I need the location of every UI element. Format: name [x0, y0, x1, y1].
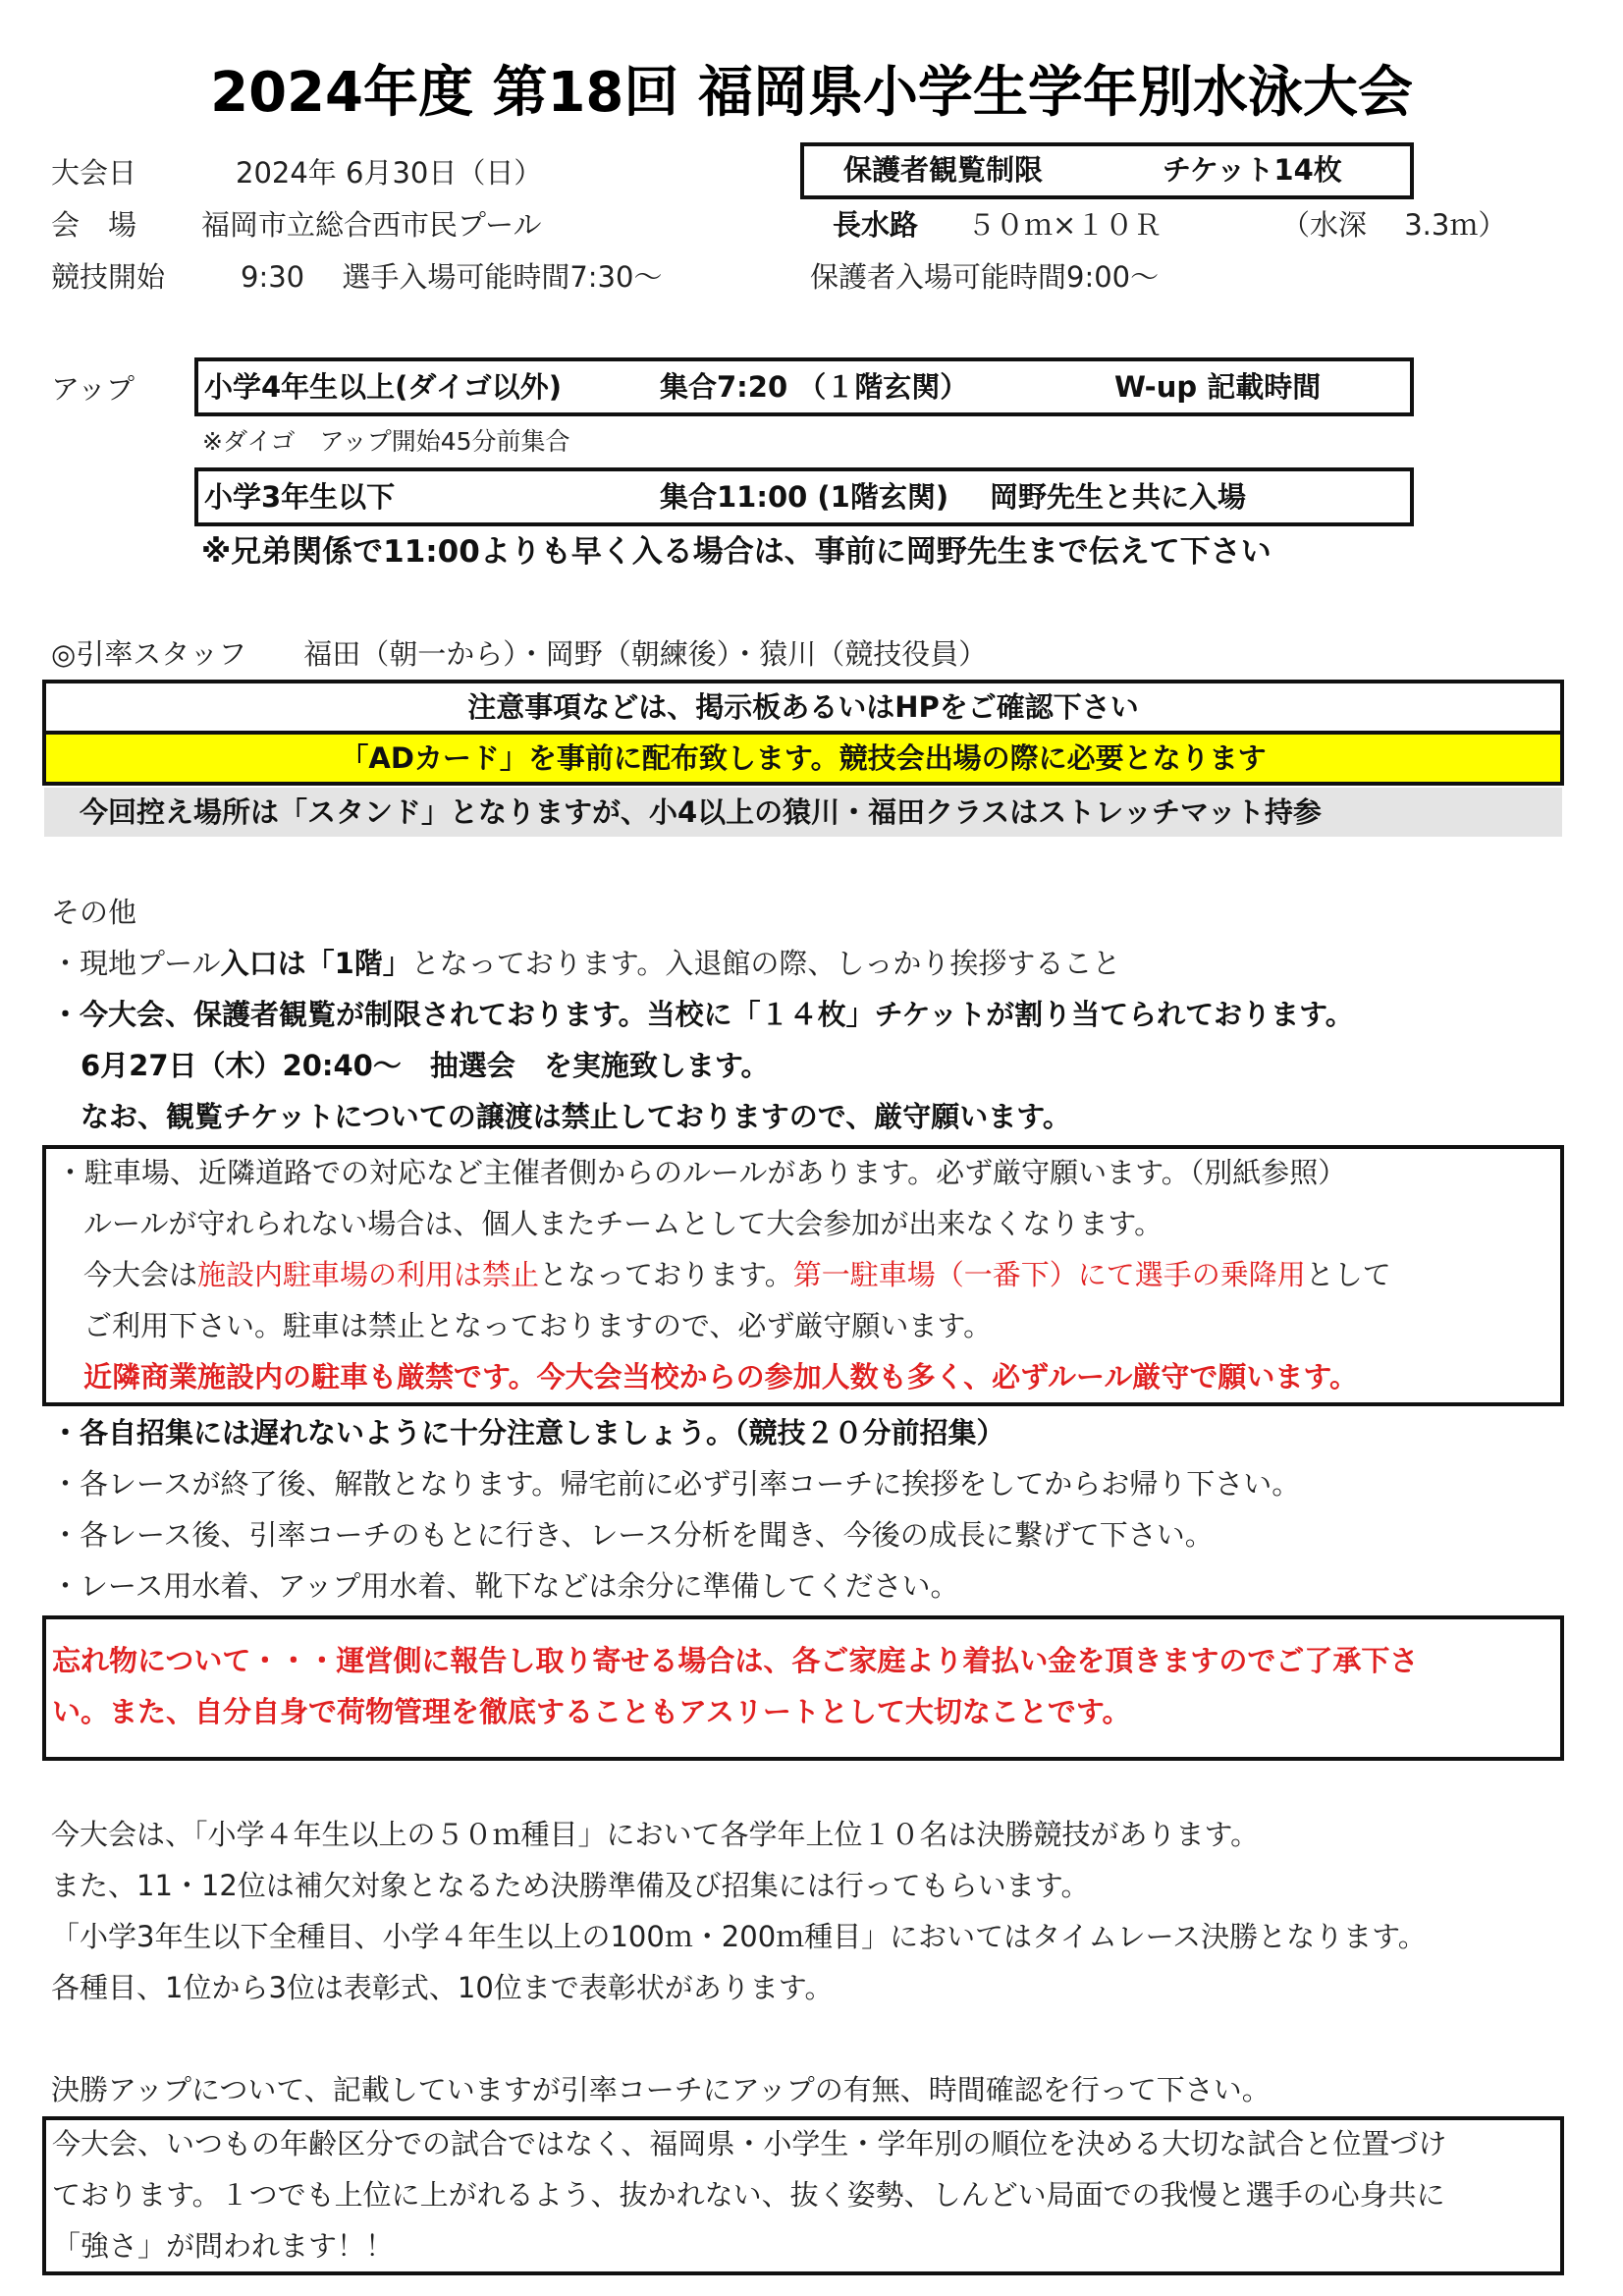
warmup-upper-time: W-up 記載時間 — [1114, 370, 1322, 404]
date-value: 2024年 6月30日（日） — [236, 156, 543, 190]
finals-line-1: 今大会は、「小学４年生以上の５０ｍ種目」において各学年上位１０名は決勝競技があります。 — [51, 1818, 1260, 1851]
pool-value: ５０ｍ×１０Ｒ — [967, 208, 1163, 242]
pool-depth: （水深 3.3ｍ） — [1281, 208, 1507, 242]
lost-items-box — [42, 1615, 1564, 1761]
stand-note-band — [44, 788, 1562, 837]
start-value: 9:30 選手入場可能時間7:30～ — [241, 260, 663, 294]
warmup-lower-gather: 集合11:00 (1階玄関) — [660, 480, 949, 514]
warmup-lower-grade: 小学3年生以下 — [204, 480, 396, 514]
ticket-limit-note: ・今大会、保護者観覧が制限されております。当校に「１４枚」チケットが割り当てられております。 — [51, 998, 1354, 1031]
parking-dropoff: 第一駐車場（一番下）にて選手の乗降用 — [792, 1258, 1306, 1291]
parking-line-4: ご利用下さい。駐車は禁止となっておりますので、必ず厳守願います。 — [83, 1309, 993, 1342]
notice-board-box — [42, 680, 1564, 735]
parking-box — [42, 1145, 1564, 1406]
finals-line-3: 「小学3年生以下全種目、小学４年生以上の100ｍ・200ｍ種目」においてはタイムレース決勝となります。 — [51, 1920, 1427, 1953]
venue-label: 会 場 — [51, 208, 137, 242]
parent-entry-time: 保護者入場可能時間9:00～ — [810, 260, 1160, 294]
rule-swimwear: ・レース用水着、アップ用水着、靴下などは余分に準備してください。 — [51, 1569, 959, 1603]
closing-line-2: ております。１つでも上位に上がれるよう、抜かれない、抜く姿勢、しんどい局面での我慢と選手の心身共に — [52, 2178, 1445, 2212]
finals-line-4: 各種目、1位から3位は表彰式、10位まで表彰状があります。 — [51, 1971, 834, 2004]
lost-items-line-2: い。また、自分自身で荷物管理を徹底することもアスリートとして大切なことです。 — [52, 1695, 1131, 1728]
warmup-daigo-note: ※ダイゴ アップ開始45分前集合 — [202, 427, 570, 456]
rule-dismissal: ・各レースが終了後、解散となります。帰宅前に必ず引率コーチに挨拶をしてからお帰り下さい。 — [51, 1467, 1301, 1501]
others-heading: その他 — [51, 896, 137, 929]
lottery-note: 6月27日（木）20:40～ 抽選会 を実施致します。 — [81, 1049, 770, 1082]
parking-line-3-e: として — [1305, 1258, 1391, 1291]
finals-line-2: また、11・12位は補欠対象となるため決勝準備及び招集には行ってもらいます。 — [51, 1869, 1090, 1902]
pool-label: 長水路 — [833, 208, 919, 242]
adcard-box — [42, 735, 1564, 786]
entrance-note-a: ・現地プール — [51, 947, 221, 980]
warmup-row-lower — [194, 467, 1414, 526]
parking-line-3-a: 今大会は — [83, 1258, 198, 1291]
warmup-label: アップ — [51, 372, 135, 406]
rule-analysis: ・各レース後、引率コーチのもとに行き、レース分析を聞き、今後の成長に繋げて下さい。 — [51, 1518, 1214, 1552]
ticket-label: 保護者観覧制限 — [843, 153, 1044, 187]
sibling-note: ※兄弟関係で11:00よりも早く入る場合は、事前に岡野先生まで伝えて下さい — [201, 534, 1271, 570]
closing-line-1: 今大会、いつもの年齢区分での試合ではなく、福岡県・小学生・学年別の順位を決める大切な試合と位置づけ — [52, 2127, 1447, 2160]
entrance-note — [51, 938, 1120, 989]
parking-line-2: ルールが守れられない場合は、個人またチームとして大会参加が出来なくなります。 — [83, 1207, 1163, 1240]
warmup-lower-entry: 岡野先生と共に入場 — [990, 480, 1247, 514]
entrance-note-b: 入口は「1階」 — [220, 947, 411, 980]
notice-board-text: 注意事項などは、掲示板あるいはHPをご確認下さい — [467, 690, 1139, 724]
parking-line-3-c: となっております。 — [539, 1258, 793, 1291]
parking-line-1: ・駐車場、近隣道路での対応など主催者側からのルールがあります。必ず厳守願います。（別紙参照） — [56, 1156, 1347, 1189]
lost-items-line-1: 忘れ物について・・・運営側に報告し取り寄せる場合は、各ご家庭より着払い金を頂きますのでご了承下さ — [52, 1644, 1419, 1677]
stand-note-text: 今回控え場所は「スタンド」となりますが、小4以上の猿川・福田クラスはストレッチマット持参 — [80, 795, 1322, 829]
page-title: 2024年度 第18回 福岡県小学生学年別水泳大会 — [210, 61, 1413, 125]
staff-line: ◎引率スタッフ 福田（朝一から）・岡野（朝練後）・猿川（競技役員） — [51, 637, 988, 671]
parking-prohibited: 施設内駐車場の利用は禁止 — [197, 1258, 540, 1291]
warmup-row-upper — [194, 357, 1414, 416]
rule-gathering: ・各自招集には遅れないように十分注意しましょう。（競技２０分前招集） — [51, 1416, 1005, 1449]
parking-line-5: 近隣商業施設内の駐車も厳禁です。今大会当校からの参加人数も多く、必ずルール厳守で願います。 — [83, 1360, 1359, 1394]
transfer-note: なお、観覧チケットについての譲渡は禁止しておりますので、厳守願います。 — [81, 1100, 1071, 1133]
closing-line-3: 「強さ」が問われます！！ — [52, 2229, 395, 2263]
finals-warmup-note: 決勝アップについて、記載していますが引率コーチにアップの有無、時間確認を行って下さい。 — [51, 2073, 1271, 2106]
date-label: 大会日 — [51, 156, 137, 190]
ticket-box — [800, 142, 1414, 199]
closing-box — [42, 2116, 1564, 2275]
adcard-text: 「ADカード」を事前に配布致します。競技会出場の際に必要となります — [340, 741, 1267, 775]
warmup-upper-grade: 小学4年生以上(ダイゴ以外) — [204, 370, 562, 404]
parking-line-3 — [83, 1249, 1391, 1300]
start-label: 競技開始 — [51, 260, 166, 294]
warmup-upper-gather: 集合7:20 （１階玄関） — [660, 370, 969, 404]
ticket-count: チケット14枚 — [1163, 153, 1342, 187]
venue-value: 福岡市立総合西市民プール — [201, 208, 542, 242]
entrance-note-c: となっております。入退館の際、しっかり挨拶すること — [410, 947, 1121, 980]
